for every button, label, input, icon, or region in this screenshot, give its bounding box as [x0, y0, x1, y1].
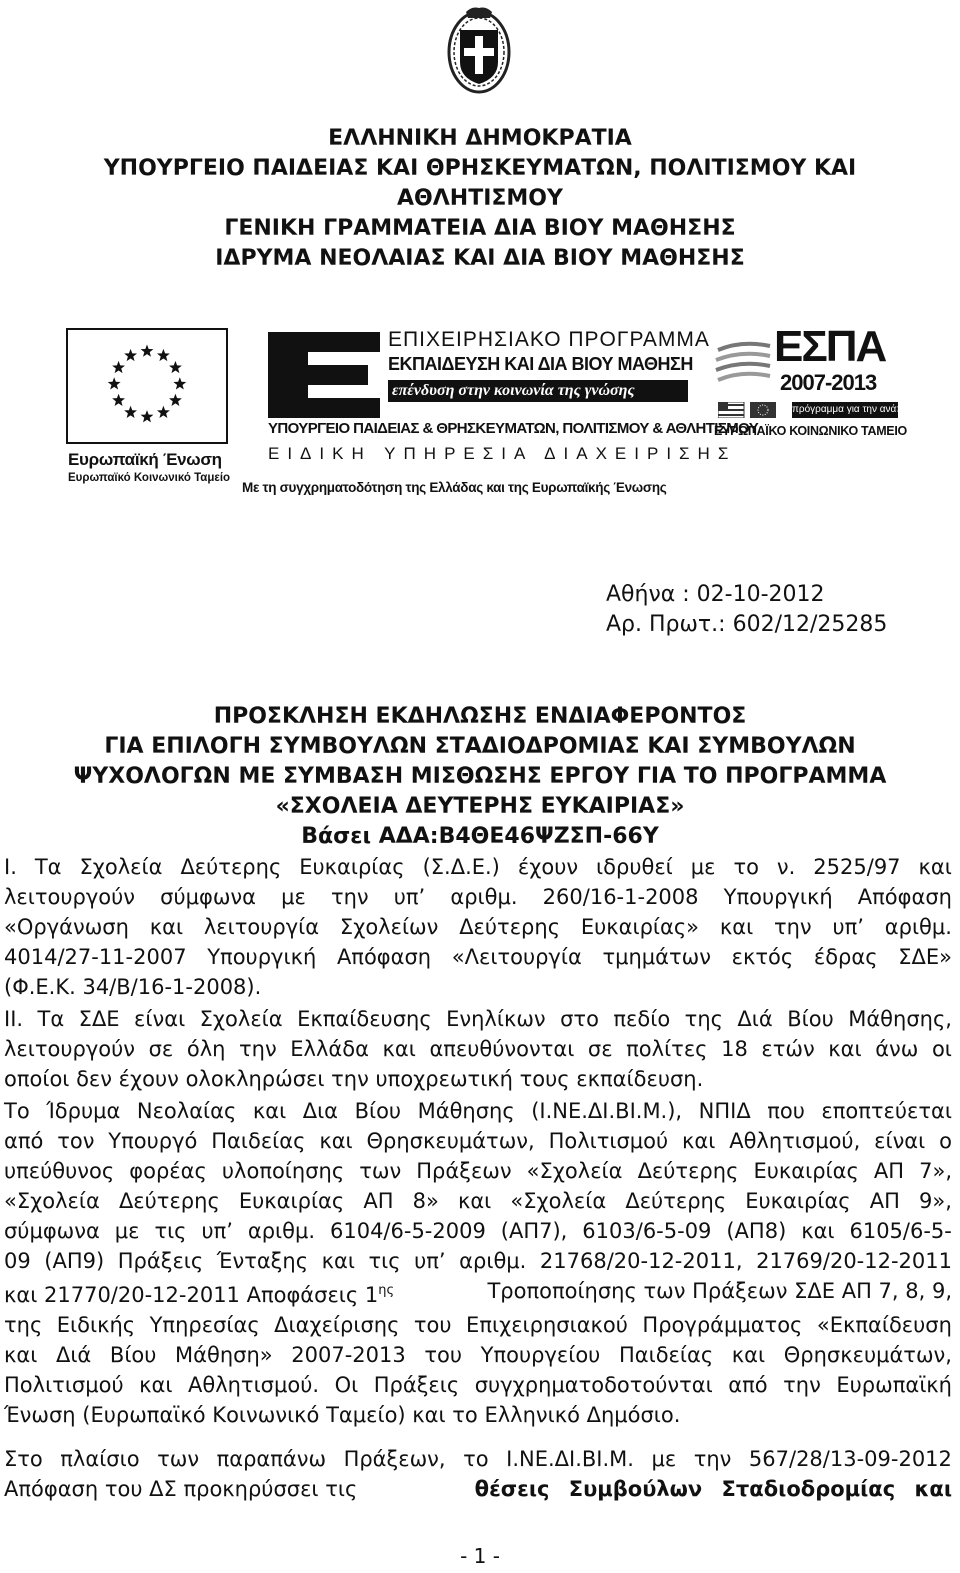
paragraph-line — [4, 1034, 952, 1064]
word: Παιδείας — [211, 1129, 306, 1153]
word: Ενηλίκων — [446, 1007, 546, 1031]
word: και — [719, 915, 754, 939]
word: Δεύτερης — [180, 855, 282, 879]
word: (ΑΠ7), — [500, 1219, 568, 1243]
word: την — [693, 1447, 732, 1471]
word: και — [382, 1037, 416, 1061]
word: οι — [931, 1037, 952, 1061]
word: λειτουργούν — [4, 885, 136, 909]
op-programme-name: ΕΚΠΑΙΔΕΥΣΗ ΚΑΙ ΔΙΑ ΒΙΟΥ ΜΑΘΗΣΗ — [388, 354, 693, 374]
paragraph-line — [4, 882, 952, 912]
title-line-1: ΠΡΟΣΚΛΗΣΗ ΕΚΔΗΛΩΣΗΣ ΕΝΔΙΑΦΕΡΟΝΤΟΣ — [213, 704, 747, 729]
word: εποπτεύεται — [821, 1099, 952, 1123]
paragraph-line — [4, 1156, 952, 1186]
word: και — [801, 1219, 835, 1243]
word: 8» — [412, 1189, 439, 1213]
protocol-number: Αρ. Πρωτ.: 602/12/25285 — [606, 612, 888, 637]
word: και — [828, 1037, 862, 1061]
word: ν. — [776, 855, 796, 879]
op-emblem-icon — [268, 332, 380, 418]
word: συγχρηματοδοτούνται — [474, 1373, 713, 1397]
title-ada: Βάσει ΑΔΑ:Β4ΘΕ46ΨΖΣΠ-66Υ — [301, 824, 659, 849]
word: Ειδικής — [56, 1313, 136, 1337]
paragraph-line — [4, 1126, 952, 1156]
word: αριθμ. — [459, 1249, 527, 1273]
paragraph-4 — [4, 1444, 952, 1504]
word: ο — [939, 1129, 952, 1153]
word: Απόφαση — [857, 885, 952, 909]
paragraph-line-last: Ένωση (Ευρωπαϊκό Κοινωνικό Ταμείο) και το Ελληνικό Δημόσιο. — [4, 1403, 681, 1427]
word: Σχολείων — [339, 915, 439, 939]
greek-coat-of-arms-icon — [446, 4, 512, 94]
word: Δεύτερης — [118, 1189, 220, 1213]
word: φορέας — [129, 1159, 207, 1183]
word: την — [773, 915, 812, 939]
paragraph-line — [4, 942, 952, 972]
word: έχουν — [517, 855, 579, 879]
word: όλη — [186, 1037, 226, 1061]
header-ministry-cont: ΑΘΛΗΤΙΣΜΟΥ — [397, 186, 563, 211]
word: λειτουργούν — [4, 1037, 136, 1061]
word: ΣΔΕ» — [898, 945, 952, 969]
word: Μάθησης, — [848, 1007, 952, 1031]
eu-star-icon — [157, 406, 170, 418]
decisions-text: και 21770/20-12-2011 Αποφάσεις 1 — [4, 1283, 379, 1307]
word: Μάθησης — [417, 1099, 515, 1123]
word: «Σχολεία — [510, 1189, 607, 1213]
word: και — [321, 1249, 355, 1273]
word: υλοποίησης — [221, 1159, 345, 1183]
word: υπ’ — [832, 915, 864, 939]
word: Θρησκευμάτων, — [366, 1129, 535, 1153]
word: Πράξεις — [117, 1249, 204, 1273]
word: και — [682, 1129, 716, 1153]
word: Πράξεων, — [343, 1447, 446, 1471]
word: Παιδείας — [618, 1343, 714, 1367]
word: Ένταξης — [216, 1249, 309, 1273]
paragraph-line — [4, 1246, 952, 1276]
word: (Ι.ΝΕ.ΔΙ.ΒΙ.Μ.), — [531, 1099, 683, 1123]
word: Σχολεία — [199, 1007, 283, 1031]
eu-flag-icon — [66, 328, 228, 444]
word: Αθλητισμού. — [187, 1373, 320, 1397]
word: Υπουργό — [108, 1129, 198, 1153]
word: Διά — [737, 1007, 773, 1031]
title-line-2: ΓΙΑ ΕΠΙΛΟΓΗ ΣΥΜΒΟΥΛΩΝ ΣΤΑΔΙΟΔΡΟΜΙΑΣ ΚΑΙ ΣΥΜΒΟΥΛΩΝ — [104, 734, 856, 759]
word: Απόφαση — [336, 945, 432, 969]
word: ΑΠ — [363, 1189, 394, 1213]
word: το — [733, 855, 759, 879]
word: της — [4, 1313, 43, 1337]
word: (Σ.Δ.Ε.) — [422, 855, 500, 879]
word: Ευκαιρίας» — [580, 915, 700, 939]
word: 21768/20-12-2011, — [539, 1249, 743, 1273]
paragraph-line — [4, 1310, 952, 1340]
eu-star-icon — [108, 377, 121, 389]
paragraph-line — [4, 1186, 952, 1216]
word: με — [651, 1447, 677, 1471]
word: Εκπαίδευσης — [297, 1007, 432, 1031]
word: είναι — [874, 1129, 926, 1153]
paragraph-3 — [4, 1096, 952, 1430]
word: Οι — [334, 1373, 359, 1397]
header-secretariat: ΓΕΝΙΚΗ ΓΡΑΜΜΑΤΕΙΑ ΔΙΑ ΒΙΟΥ ΜΑΘΗΣΗΣ — [224, 216, 736, 241]
espa-slogan: πρόγραμμα για την ανάπτυξη — [792, 402, 898, 418]
word: άνω — [875, 1037, 919, 1061]
paragraph-line-superscript — [4, 1276, 952, 1310]
eu-star-icon — [169, 361, 182, 373]
eu-star-icon — [124, 349, 137, 361]
word: Επιχειρησιακού — [466, 1313, 628, 1337]
word: «Σχολεία — [526, 1159, 623, 1183]
word: του — [413, 1313, 452, 1337]
word: Διά — [55, 1343, 92, 1367]
paragraph-line-last: (Φ.Ε.Κ. 34/Β/16-1-2008). — [4, 975, 262, 999]
word: Σχολεία — [79, 855, 163, 879]
word: και — [319, 1129, 353, 1153]
eu-logo — [66, 328, 230, 488]
word: με — [281, 885, 306, 909]
espa-years: 2007-2013 — [780, 370, 877, 395]
word: Νεολαίας — [136, 1099, 237, 1123]
word: «Οργάνωση — [4, 915, 129, 939]
word: 567/28/13-09-2012 — [748, 1447, 952, 1471]
page-number: - 1 - — [460, 1544, 500, 1568]
word: 6104/6-5-2009 — [329, 1219, 486, 1243]
amendment-text: Τροποποίησης των Πράξεων ΣΔΕ ΑΠ 7, 8, 9, — [480, 1279, 952, 1303]
eu-star-icon — [169, 394, 182, 406]
word: σε — [587, 1037, 613, 1061]
word: Ευκαιρίας — [753, 1159, 859, 1183]
title-line-3: ΨΥΧΟΛΟΓΩΝ ΜΕ ΣΥΜΒΑΣΗ ΜΙΣΘΩΣΗΣ ΕΡΓΟΥ ΓΙΑ ΤΟ ΠΡΟΓΡΑΜΜΑ — [73, 764, 887, 789]
word: ΣΔΕ — [78, 1007, 120, 1031]
word: Το — [4, 1099, 30, 1123]
word: 21769/20-12-2011 — [756, 1249, 952, 1273]
word: με — [690, 855, 716, 879]
word: των — [359, 1159, 402, 1183]
word: και — [918, 855, 952, 879]
word: Ι. — [4, 855, 17, 879]
word: την — [239, 1037, 277, 1061]
op-cofunding: Με τη συγχρηματοδότηση της Ελλάδας και της Ευρωπαϊκής Ένωσης — [242, 480, 667, 495]
word: είναι — [134, 1007, 186, 1031]
word: Υπουργείου — [480, 1343, 601, 1367]
decision-text: Απόφαση του ΔΣ προκηρύσσει τις — [4, 1477, 364, 1501]
word: 6105/6-5- — [849, 1219, 952, 1243]
paragraph-line — [4, 1216, 952, 1246]
word: σύμφωνα — [4, 1219, 100, 1243]
word: το — [463, 1447, 489, 1471]
word: 18 — [721, 1037, 748, 1061]
eu-star-icon — [157, 349, 170, 361]
word: 2525/97 — [813, 855, 901, 879]
word: Ελλάδα — [290, 1037, 369, 1061]
word: λειτουργία — [203, 915, 320, 939]
flags-icon — [718, 402, 778, 418]
word: απευθύνονται — [429, 1037, 575, 1061]
word: από — [4, 1129, 44, 1153]
espa-name: ΕΣΠΑ — [774, 322, 886, 371]
paragraph-line-bold — [4, 1474, 952, 1504]
ordinal-superscript: ης — [378, 1283, 395, 1298]
paragraph-2 — [4, 1004, 952, 1094]
word: ετών — [761, 1037, 815, 1061]
paragraph-line — [4, 912, 952, 942]
word: τον — [57, 1129, 95, 1153]
word: Πολιτισμού — [4, 1373, 124, 1397]
word: Τα — [34, 855, 62, 879]
word: Υπουργική — [723, 885, 833, 909]
word: 260/16-1-2008 — [542, 885, 699, 909]
eu-star-icon — [141, 344, 154, 356]
word: πολίτες — [626, 1037, 708, 1061]
word: και — [457, 1189, 492, 1213]
word: 7», — [919, 1159, 952, 1183]
word: Δια — [302, 1099, 339, 1123]
word: Δεύτερης — [459, 915, 561, 939]
operational-programme-logo — [242, 328, 759, 498]
word: Ίδρυμα — [46, 1099, 121, 1123]
word: πεδίο — [613, 1007, 671, 1031]
word: αριθμ. — [247, 1219, 316, 1243]
word: Ευκαιρίας — [238, 1189, 345, 1213]
positions-text: θέσεις Συμβούλων Σταδιοδρομίας και — [474, 1477, 952, 1501]
word: και — [4, 1343, 38, 1367]
word: Δεύτερης — [637, 1159, 739, 1183]
word: 9», — [919, 1189, 952, 1213]
word: 2007-2013 — [291, 1343, 406, 1367]
espa-stripes-icon — [714, 336, 772, 394]
word: Ι.ΝΕ.ΔΙ.ΒΙ.Μ. — [506, 1447, 634, 1471]
paragraph-1 — [4, 852, 952, 1002]
word: ΑΠ — [869, 1189, 900, 1213]
word: τις — [368, 1249, 401, 1273]
word: από — [728, 1373, 768, 1397]
word: στο — [560, 1007, 599, 1031]
word: Τα — [37, 1007, 65, 1031]
word: 09 — [4, 1249, 31, 1273]
word: υπ’ — [201, 1219, 233, 1243]
word: αριθμ. — [450, 885, 518, 909]
eu-fund: Ευρωπαϊκό Κοινωνικό Ταμείο — [68, 472, 231, 484]
word: που — [767, 1099, 805, 1123]
word: «Εκπαίδευση — [816, 1313, 952, 1337]
word: την — [783, 1373, 821, 1397]
word: Πράξεις — [373, 1373, 460, 1397]
word: παραπάνω — [216, 1447, 327, 1471]
word: και — [139, 1373, 173, 1397]
word: Βίου — [109, 1343, 157, 1367]
word: της — [684, 1007, 723, 1031]
document-date: Αθήνα : 02-10-2012 — [606, 582, 825, 607]
word: Προγράμματος — [642, 1313, 803, 1337]
word: Υπηρεσίας — [149, 1313, 260, 1337]
word: 4014/27-11-2007 — [4, 945, 187, 969]
word: εκτός — [731, 945, 794, 969]
word: την — [330, 885, 369, 909]
word: με — [114, 1219, 140, 1243]
op-service: ΕΙΔΙΚΗ ΥΠΗΡΕΣΙΑ ΔΙΑΧΕΙΡΙΣΗΣ — [268, 444, 737, 463]
word: Πολιτισμού — [548, 1129, 669, 1153]
word: Αθλητισμού, — [729, 1129, 861, 1153]
eu-star-icon — [173, 377, 186, 389]
word: υπ’ — [393, 885, 426, 909]
word: αριθμ. — [884, 915, 952, 939]
word: Θρησκευμάτων, — [783, 1343, 952, 1367]
paragraph-line — [4, 1444, 952, 1474]
word: τις — [154, 1219, 187, 1243]
word: Υπουργική — [207, 945, 317, 969]
word: Ευκαιρίας — [745, 1189, 851, 1213]
eu-star-icon — [112, 361, 125, 373]
paragraph-line — [4, 1004, 952, 1034]
word: Ευκαιρίας — [299, 855, 405, 879]
eu-name: Ευρωπαϊκή Ένωση — [68, 450, 222, 469]
paragraph-line-last: οποίοι δεν έχουν ολοκληρώσει την υποχρεωτική τους εκπαίδευση. — [4, 1067, 704, 1091]
paragraph-line — [4, 852, 952, 882]
word: σε — [148, 1037, 174, 1061]
word: και — [731, 1343, 766, 1367]
word: και — [252, 1099, 287, 1123]
word: ΑΠ — [873, 1159, 905, 1183]
word: των — [157, 1447, 200, 1471]
word: Βίου — [354, 1099, 402, 1123]
paragraph-line — [4, 1370, 952, 1400]
eu-star-icon — [112, 394, 125, 406]
title-line-4: «ΣΧΟΛΕΙΑ ΔΕΥΤΕΡΗΣ ΕΥΚΑΙΡΙΑΣ» — [275, 794, 685, 819]
espa-fund: ΕΥΡΩΠΑΪΚΟ ΚΟΙΝΩΝΙΚΟ ΤΑΜΕΙΟ — [714, 424, 907, 438]
word: «Σχολεία — [4, 1189, 100, 1213]
word: Δεύτερης — [625, 1189, 727, 1213]
word: Διαχείρισης — [274, 1313, 400, 1337]
word: του — [424, 1343, 463, 1367]
word: 6103/6-5-09 — [582, 1219, 712, 1243]
word: «Λειτουργία — [451, 945, 582, 969]
espa-logo — [714, 322, 923, 442]
header-ministry: ΥΠΟΥΡΓΕΙΟ ΠΑΙΔΕΙΑΣ ΚΑΙ ΘΡΗΣΚΕΥΜΑΤΩΝ, ΠΟΛΙΤΙΣΜΟΥ ΚΑΙ — [103, 156, 857, 181]
word: έδρας — [813, 945, 878, 969]
word: Βίου — [787, 1007, 834, 1031]
eu-star-icon — [141, 410, 154, 422]
word: (ΑΠ9) — [44, 1249, 105, 1273]
word: και — [149, 915, 184, 939]
word: Ευρωπαϊκή — [836, 1373, 952, 1397]
op-programme-label: ΕΠΙΧΕΙΡΗΣΙΑΚΟ ΠΡΟΓΡΑΜΜΑ — [388, 328, 710, 351]
word: Πράξεων — [416, 1159, 512, 1183]
paragraph-line — [4, 1096, 952, 1126]
header-country: ΕΛΛΗΝΙΚΗ ΔΗΜΟΚΡΑΤΙΑ — [328, 126, 632, 151]
word: υπεύθυνος — [4, 1159, 115, 1183]
word: πλαίσιο — [60, 1447, 140, 1471]
op-slogan: επένδυση στην κοινωνία της γνώσης — [388, 380, 688, 402]
word: (ΑΠ8) — [726, 1219, 787, 1243]
word: Στο — [4, 1447, 43, 1471]
word: ιδρυθεί — [596, 855, 673, 879]
word: υπ’ — [414, 1249, 446, 1273]
eu-star-icon — [124, 406, 137, 418]
word: ΙΙ. — [4, 1007, 24, 1031]
word: Μάθηση» — [175, 1343, 273, 1367]
word: τμημάτων — [602, 945, 711, 969]
word: ΝΠΙΔ — [698, 1099, 751, 1123]
op-ministry: ΥΠΟΥΡΓΕΙΟ ΠΑΙΔΕΙΑΣ & ΘΡΗΣΚΕΥΜΑΤΩΝ, ΠΟΛΙΤΙΣΜΟΥ & ΑΘΛΗΤΙΣΜΟΥ — [268, 420, 759, 437]
header-foundation: ΙΔΡΥΜΑ ΝΕΟΛΑΙΑΣ ΚΑΙ ΔΙΑ ΒΙΟΥ ΜΑΘΗΣΗΣ — [215, 246, 745, 271]
paragraph-line — [4, 1340, 952, 1370]
word: σύμφωνα — [160, 885, 256, 909]
